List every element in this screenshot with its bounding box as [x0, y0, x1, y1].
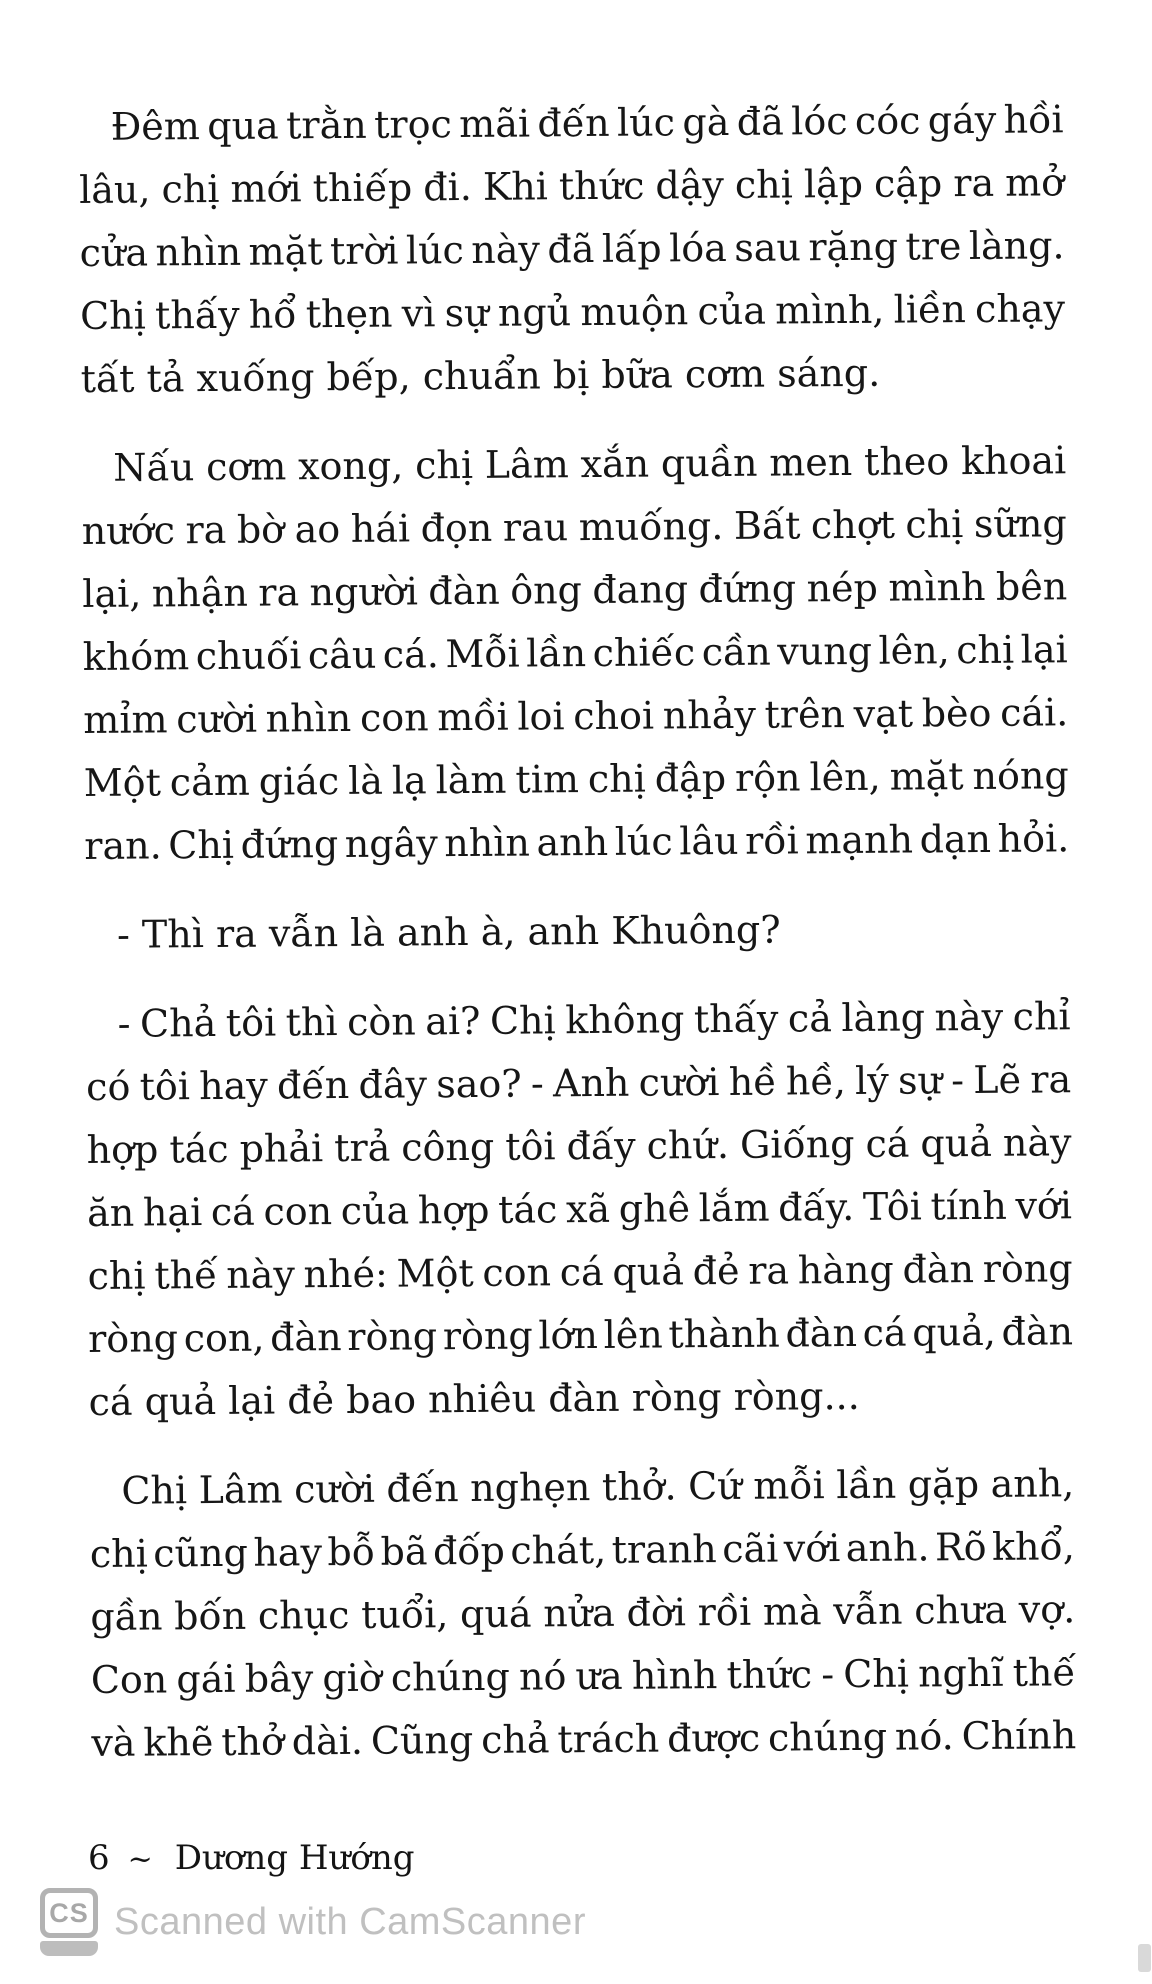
text-line: chị thế này nhé: Một con cá quả đẻ ra hàng đàn ròng	[87, 1246, 1073, 1298]
paragraph	[78, 88, 1065, 411]
camscanner-logo-base	[40, 1941, 98, 1956]
text-line: cá quả lại đẻ bao nhiêu đàn ròng ròng...	[88, 1373, 860, 1424]
text-line: ran. Chị đứng ngây nhìn anh lúc lâu rồi mạnh dạn hỏi.	[84, 816, 1070, 869]
text-line: và khẽ thở dài. Cũng chả trách được chúng nó. Chính	[91, 1713, 1077, 1765]
text-line: có tôi hay đến đây sao? - Anh cười hề hề, lý sự - Lẽ ra	[86, 1057, 1072, 1109]
text-line: - Thì ra vẫn là anh à, anh Khuông?	[116, 907, 781, 957]
text-line: Một cảm giác là lạ làm tim chị đập rộn lên, mặt nóng	[83, 753, 1069, 806]
text-line: gần bốn chục tuổi, quá nửa đời rồi mà vẫn chưa vợ.	[90, 1587, 1076, 1639]
text-line: - Chả tôi thì còn ai? Chị không thấy cả làng này chỉ	[117, 994, 1071, 1046]
paragraph	[85, 896, 1070, 967]
camscanner-watermark	[40, 1888, 586, 1956]
text-line: ròng con, đàn ròng ròng lớn lên thành đàn cá quả, đàn	[87, 1309, 1074, 1361]
text-line: cửa nhìn mặt trời lúc này đã lấp lóa sau rặng tre làng.	[79, 223, 1065, 276]
text-line: Nấu cơm xong, chị Lâm xắn quần men theo khoai	[113, 438, 1067, 490]
text-line: chị cũng hay bỗ bã đốp chát, tranh cãi với anh. Rõ khổ,	[89, 1524, 1075, 1576]
text-line: nước ra bờ ao hái đọn rau muống. Bất chợt chị sững	[81, 501, 1067, 554]
scan-artifact	[1138, 1944, 1151, 1972]
paragraph	[81, 429, 1069, 878]
text-line: Chị thấy hổ thẹn vì sự ngủ muộn của mình, liền chạy	[79, 286, 1066, 339]
camscanner-logo-icon	[40, 1888, 98, 1956]
text-line: mỉm cười nhìn con mồi loi choi nhảy trên vạt bèo cái.	[83, 690, 1069, 743]
watermark-label: Scanned with CamScanner	[114, 1900, 586, 1943]
text-line: khóm chuối câu cá. Mỗi lần chiếc cần vung lên, chị lại	[82, 627, 1068, 680]
text-line: Con gái bây giờ chúng nó ưa hình thức - Chị nghĩ thế	[90, 1650, 1076, 1702]
page-text	[78, 88, 1076, 1775]
footer-separator: ~	[127, 1842, 153, 1877]
page-footer	[88, 1838, 415, 1878]
text-line: Chị Lâm cười đến nghẹn thở. Cứ mỗi lần gặp anh,	[121, 1461, 1075, 1513]
page-number: 6	[88, 1838, 110, 1878]
text-line: lâu, chị mới thiếp đi. Khi thức dậy chị lập cập ra mở	[78, 160, 1065, 213]
paragraph	[89, 1452, 1076, 1775]
text-line: Đêm qua trằn trọc mãi đến lúc gà đã lóc cóc gáy hồi	[110, 97, 1064, 149]
text-line: lại, nhận ra người đàn ông đang đứng nép mình bên	[82, 564, 1068, 617]
camscanner-logo-text: CS	[40, 1888, 98, 1938]
paragraph	[85, 985, 1073, 1434]
text-line: hợp tác phải trả công tôi đấy chứ. Giống cá quả này	[86, 1120, 1072, 1172]
text-line: ăn hại cá con của hợp tác xã ghê lắm đấy. Tôi tính với	[87, 1183, 1073, 1235]
author-name: Dương Hướng	[174, 1838, 415, 1878]
text-line: tất tả xuống bếp, chuẩn bị bữa cơm sáng.	[80, 350, 881, 402]
